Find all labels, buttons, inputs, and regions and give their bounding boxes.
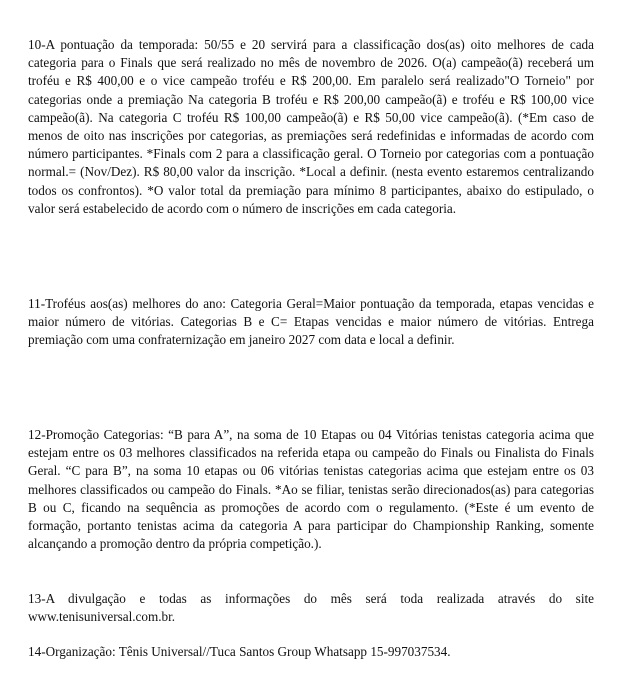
paragraph-item-14: 14-Organização: Tênis Universal//Tuca Santos Group Whatsapp 15-997037534. <box>28 644 451 659</box>
paragraph-item-13: 13-A divulgação e todas as informações do mês será toda realizada através do site www.tenisuniversal.com.br. <box>28 591 594 625</box>
paragraph-item-11: 11-Troféus aos(as) melhores do ano: Categoria Geral=Maior pontuação da temporada, etapas vencidas e maior número de vitórias. Categorias B e C= Etapas vencidas e maior número de vitórias. Entrega premiação com uma confraternização em janeiro 2027 com data e local a definir. <box>28 296 594 348</box>
paragraph-item-12: 12-Promoção Categorias: “B para A”, na soma de 10 Etapas ou 04 Vitórias tenistas categoria acima que estejam entre os 03 melhores classificados na referida etapa ou campeão do Finals ou Finalista do Finals Geral. “C para B”, na soma 10 etapas ou 06 vitórias tenistas categorias acima que estejam entre os 03 melhores classificados ou campeão do Finals. *Ao se filiar, tenistas serão direcionados(as) para categorias B ou C, ficando na sequência as promoções de acordo com o regulamento. (*Este é um evento de formação, portanto tenistas acima da categoria A para participar do Championship Ranking, somente alcançando a promoção dentro da própria competição.). <box>28 427 594 552</box>
paragraph-item-10: 10-A pontuação da temporada: 50/55 e 20 servirá para a classificação dos(as) oito melhores de cada categoria para o Finals que será realizado no mês de novembro de 2026. O(a) campeão(ã) receberá um troféu e R$ 400,00 e o vice campeão troféu e R$ 200,00. Em paralelo será realizado"O Torneio" por categorias onde a premiação Na categoria B troféu e R$ 200,00 campeão(ã) e troféu e R$ 100,00 vice campeão(ã). Na categoria C troféu R$ 100,00 campeão(ã) e R$ 50,00 vice campeão(ã). (*Em caso de menos de oito nas inscrições por categorias, as premiações será redefinidas e informadas de acordo com número participantes. *Finals com 2 para a classificação geral. O Torneio por categorias com a pontuação normal.= (Nov/Dez). R$ 80,00 valor da inscrição. *Local a definir. (nesta evento estaremos centralizando todos os confrontos). *O valor total da premiação para mínimo 8 participantes, abaixo do estipulado, o valor será estabelecido de acordo com o número de inscrições em cada categoria. <box>28 37 594 216</box>
